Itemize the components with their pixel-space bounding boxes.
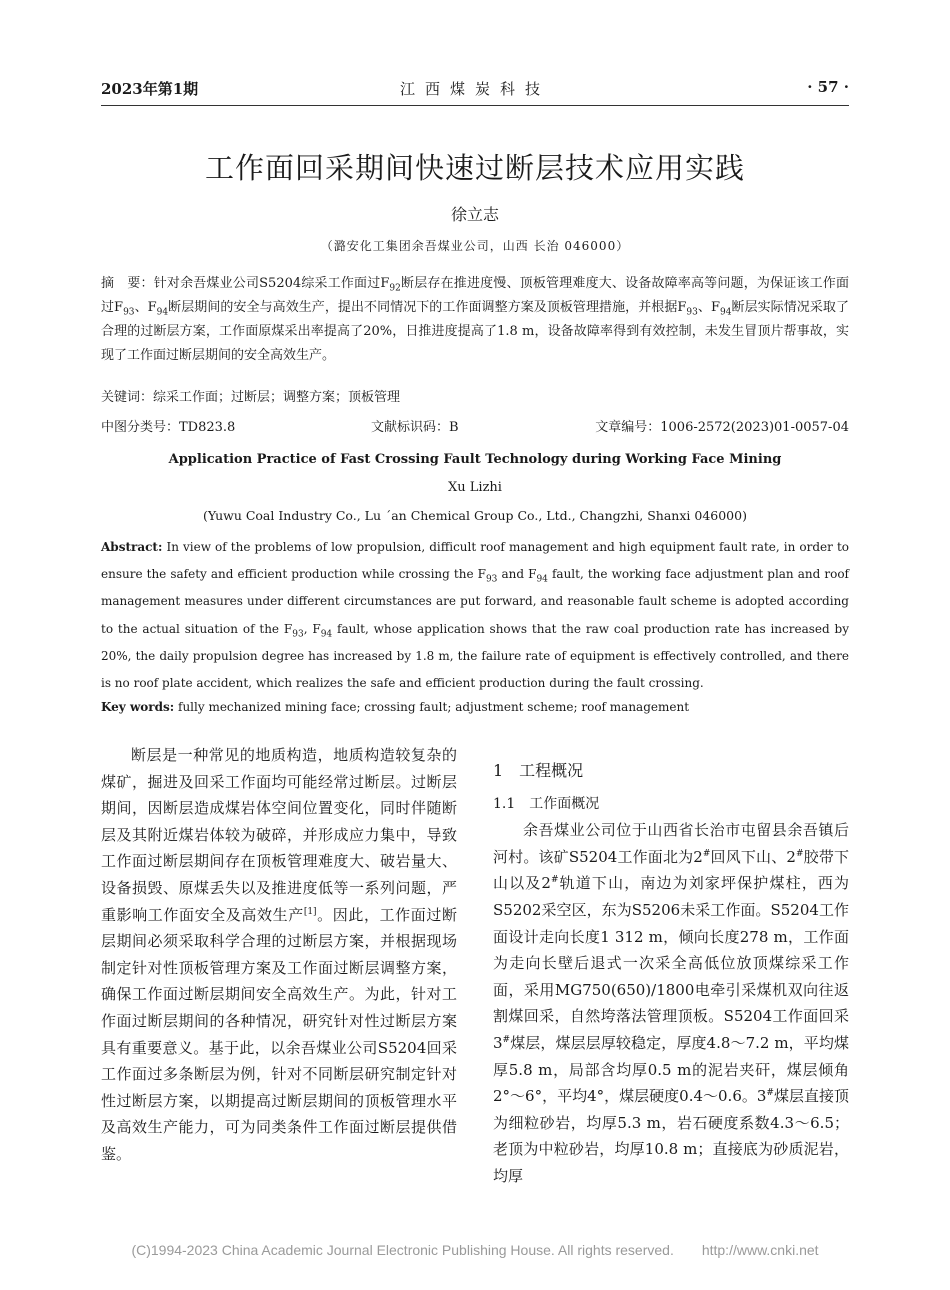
- author-affiliation: （潞安化工集团余吾煤业公司，山西 长治 046000）: [320, 239, 630, 253]
- clc-number: 中图分类号：TD823.8: [101, 420, 236, 435]
- document-code: 文献标识码：B: [371, 420, 459, 435]
- subscript: 94: [536, 574, 548, 585]
- seam-mark: #: [766, 1088, 774, 1099]
- abstract-en-text: fault, the working face adjustment plan and roof management measures under different circumstances are put forward, and reasonable fault scheme is adopted according to the actual situation of the F: [101, 567, 849, 636]
- abstract-en-text: , F: [303, 621, 321, 636]
- body-text: 余吾煤业公司位于山西省长治市屯留县余吾镇后河村。该矿S5204工作面北为2: [493, 821, 849, 866]
- abstract-cn-text: 、F: [134, 300, 157, 315]
- seam-mark: #: [702, 848, 711, 859]
- citation: [1]: [303, 906, 317, 917]
- body-text: 回风下山、2: [710, 847, 796, 866]
- english-title: Application Practice of Fast Crossing Fault Technology during Working Face Mining: [168, 452, 782, 467]
- body-text: 。因此，工作面过断层期间必须采取科学合理的过断层方案，并根据现场制定针对性顶板管理方案及工作面过断层调整方案，确保工作面过断层期间安全高效生产。为此，针对工作面过断层期间的各种情况，研究针对性过断层方案具有重要意义。基于此，以余吾煤业公司S5204回采工作面过多条断层为例，针对不同断层研究制定针对性过断层方案，以期提高过断层期间的顶板管理水平及高效生产能力，可为同类条件工作面过断层提供借鉴。: [101, 905, 457, 1163]
- abstract-cn-text: 断层存在推进度慢、顶板管理难度大、设备故障率高等问题，为保证该工作面过F: [101, 276, 849, 315]
- page-number: · 57 ·: [807, 78, 849, 96]
- body-paragraph: [101, 742, 457, 1168]
- classification-row: [101, 416, 849, 436]
- body-text: 胶带下山以及2: [493, 847, 850, 893]
- keywords-en: [101, 700, 849, 714]
- body-column-left: [101, 742, 457, 1168]
- journal-name: 江西煤炭科技: [399, 80, 550, 98]
- issue-label: 2023年第1期: [101, 80, 199, 98]
- body-text: 断层是一种常见的地质构造，地质构造较复杂的煤矿，掘进及回采工作面均可能经常过断层。过断层期间，因断层造成煤岩体空间位置变化，同时伴随断层及其附近煤岩体较为破碎，并形成应力集中，导致工作面过断层期间存在顶板管理难度大、破岩量大、设备损毁、原煤丢失以及推进度低等一系列问题，严重影响工作面安全及高效生产: [101, 746, 457, 924]
- subscript: 94: [720, 307, 732, 318]
- header-rule: [101, 105, 849, 106]
- body-text: 轨道下山，南边为刘家坪保护煤柱，西为S5202采空区，东为S5206未采工作面。S5204工作面设计走向长度1 312 m，倾向长度278 m，工作面为走向长壁后退式一次采全高低位放顶煤综采工作面，采用MG750(650)/1800电牵引采煤机双向往返割煤回采，自然垮落法管理顶板。S5204工作面回采3: [493, 874, 849, 1052]
- subscript: 92: [389, 283, 401, 294]
- subscript: 93: [292, 629, 304, 639]
- abstract-en: [101, 534, 849, 697]
- author-name: 徐立志: [450, 205, 499, 224]
- abstract-cn-text: 断层期间的安全与高效生产，提出不同情况下的工作面调整方案及顶板管理措施，并根据F: [168, 300, 687, 315]
- subscript: 93: [485, 574, 498, 585]
- abstract-en-text: fault, whose application shows that the raw coal production rate has increased by 20%, the daily propulsion degree has increased by 1.8 m, the failure rate of equipment is effectively controlled, and there is no roof plate accident, which realizes the safe and efficient production during the fault crossing.: [101, 621, 849, 691]
- body-column-right: [493, 742, 849, 1190]
- abstract-cn-text: 断层实际情况采取了合理的过断层方案，工作面原煤采出率提高了20%，日推进度提高了1.8 m，设备故障率得到有效控制，未发生冒顶片帮事故，实现了工作面过断层期间的安全高效生产。: [101, 300, 849, 363]
- keywords-en-text: fully mechanized mining face; crossing fault; adjustment scheme; roof management: [174, 700, 690, 714]
- copyright-footer: (C)1994-2023 China Academic Journal Electronic Publishing House. All rights reserved. http://www.cnki.net: [131, 1242, 819, 1258]
- running-head: [101, 78, 849, 102]
- english-author: Xu Lizhi: [448, 480, 502, 495]
- paper-title: 工作面回采期间快速过断层技术应用实践: [204, 151, 745, 185]
- abstract-cn: [101, 272, 849, 368]
- english-affiliation: (Yuwu Coal Industry Co., Lu ´an Chemical Group Co., Ltd., Changzhi, Shanxi 046000): [203, 508, 747, 523]
- abstract-cn-text: 针对余吾煤业公司S5204综采工作面过F: [153, 276, 390, 291]
- seam-mark: #: [795, 848, 804, 859]
- subsection-heading: 1.1 工作面概况: [493, 795, 600, 812]
- abstract-cn-text: 、F: [697, 300, 720, 315]
- abstract-en-text: and F: [497, 567, 537, 582]
- keywords-en-label: Key words:: [101, 700, 175, 714]
- seam-mark: #: [502, 1034, 511, 1045]
- abstract-cn-label: 摘 要：: [101, 276, 154, 291]
- article-number: 文章编号：1006-2572(2023)01-0057-04: [595, 420, 849, 435]
- subscript: 94: [156, 307, 169, 318]
- section-heading: 1 工程概况: [493, 761, 584, 780]
- keywords-cn: 关键词：综采工作面；过断层；调整方案；顶板管理: [101, 390, 401, 405]
- abstract-en-text: In view of the problems of low propulsion, difficult roof management and high equipment fault rate, in order to ensure the safety and efficient production while crossing the F: [101, 540, 849, 582]
- abstract-en-label: Abstract:: [101, 540, 163, 554]
- body-text: 煤层，煤层层厚较稳定，厚度4.8～7.2 m，平均煤厚5.8 m，局部含均厚0.5 m的泥岩夹矸，煤层倾角2°～6°，平均4°，煤层硬度0.4～0.6。3: [493, 1033, 849, 1106]
- subscript: 94: [320, 629, 333, 639]
- body-paragraph: [493, 817, 849, 1189]
- subscript: 93: [123, 307, 135, 318]
- body-text: 煤层直接顶为细粒砂岩，均厚5.3 m，岩石硬度系数4.3～6.5；老顶为中粒砂岩，均厚10.8 m；直接底为砂质泥岩，均厚: [493, 1087, 849, 1185]
- seam-mark: #: [550, 875, 559, 886]
- subscript: 93: [686, 307, 698, 318]
